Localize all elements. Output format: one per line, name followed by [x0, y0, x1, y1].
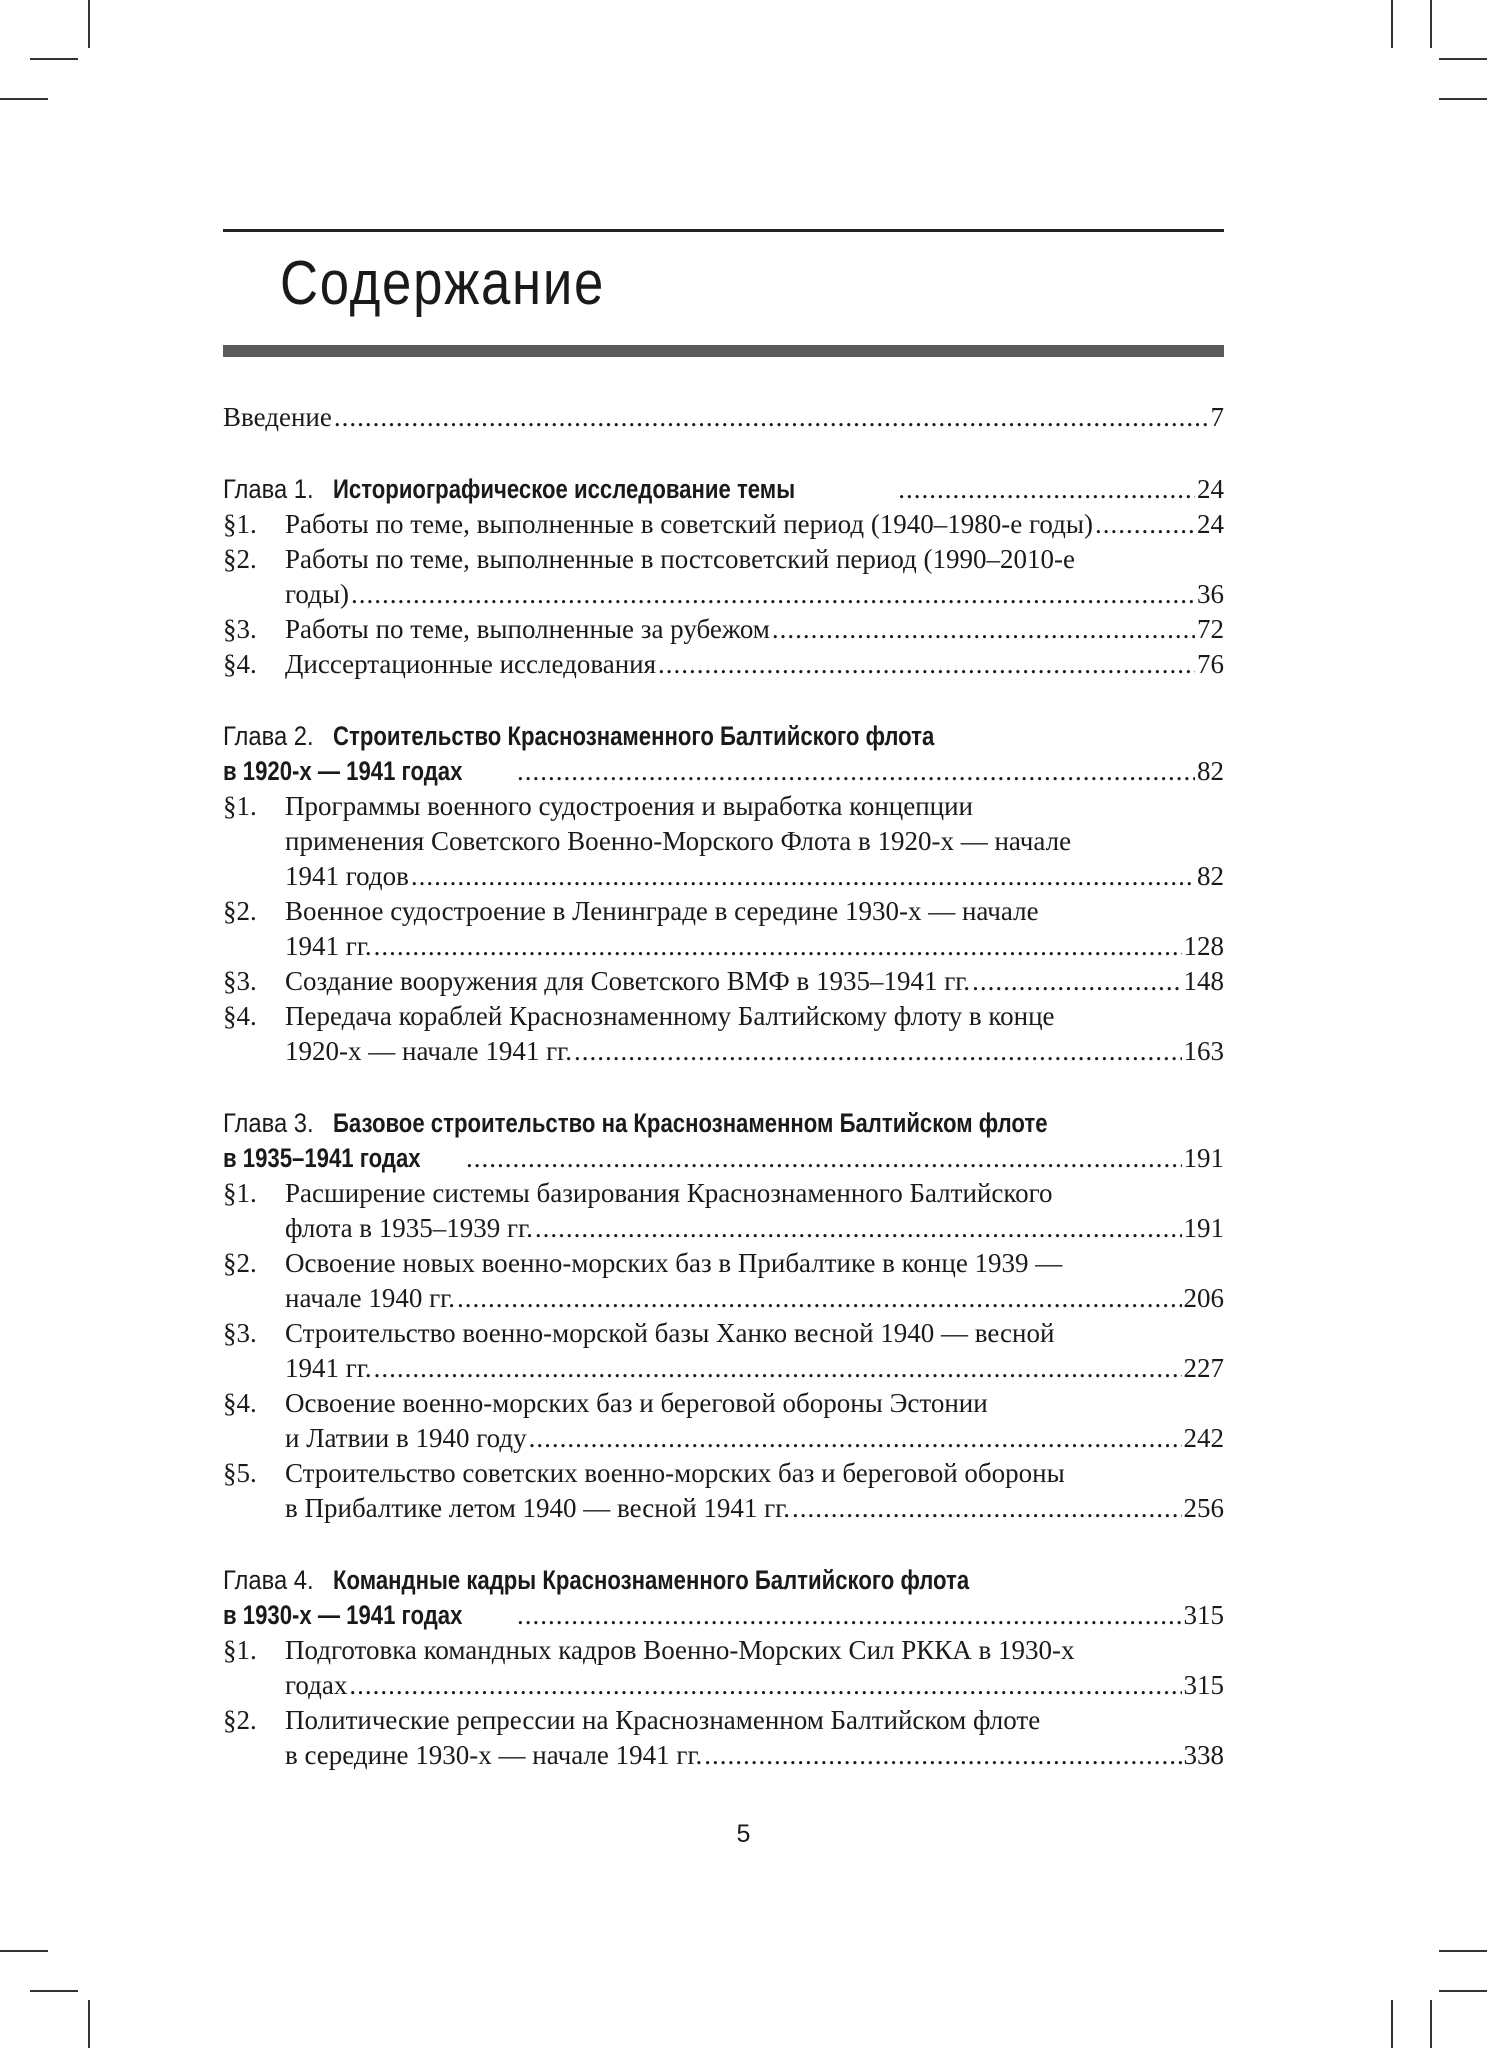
section-title-cont: в Прибалтике летом 1940 — весной 1941 гг.	[285, 1493, 791, 1523]
dot-leader	[349, 1668, 1181, 1703]
toc-entry-label: Введение	[223, 402, 332, 432]
crop-mark	[1439, 98, 1487, 100]
toc-section[interactable]	[223, 1456, 1224, 1491]
section-title: Строительство советских военно-морских баз и береговой обороны	[285, 1458, 1065, 1488]
section-number: §5.	[223, 1458, 257, 1488]
section-title-cont: и Латвии в 1940 году	[285, 1423, 527, 1453]
section-title: Политические репрессии на Краснознаменном Балтийском флоте	[285, 1705, 1041, 1735]
section-number: §1.	[223, 1178, 257, 1208]
dot-leader	[529, 1421, 1182, 1456]
section-title: Работы по теме, выполненные за рубежом	[285, 614, 770, 644]
toc-section-continuation[interactable]	[223, 824, 1224, 859]
crop-mark	[1391, 0, 1393, 48]
section-title: Расширение системы базирования Краснознаменного Балтийского	[285, 1178, 1053, 1208]
crop-mark	[0, 1950, 48, 1952]
section-title-cont: 1941 гг.	[285, 931, 372, 961]
toc-chapter-3[interactable]	[223, 1106, 1224, 1141]
toc-section[interactable]	[223, 1633, 1224, 1668]
dot-leader	[658, 647, 1195, 682]
chapter-label: Глава 3.	[223, 1108, 314, 1138]
section-number: §4.	[223, 1388, 257, 1418]
toc-page-number: 24	[1197, 474, 1224, 504]
toc-section[interactable]	[223, 507, 1224, 542]
section-title-cont: годы)	[285, 579, 349, 609]
section-number: §2.	[223, 1248, 257, 1278]
toc-page-number: 24	[1197, 509, 1224, 539]
crop-mark	[88, 2000, 90, 2048]
chapter-label: Глава 1.	[223, 474, 314, 504]
chapter-label: Глава 2.	[223, 721, 314, 751]
section-title-cont: начале 1940 гг.	[285, 1283, 455, 1313]
section-title: Подготовка командных кадров Военно-Морских Сил РККА в 1930-х	[285, 1635, 1075, 1665]
toc-page-number: 191	[1183, 1143, 1224, 1173]
page-number: 5	[736, 1820, 751, 1848]
crop-mark	[30, 1990, 78, 1992]
toc-section-continuation[interactable]	[223, 1668, 1224, 1703]
toc-page-number: 128	[1183, 931, 1224, 961]
crop-mark	[1430, 2000, 1432, 2048]
dot-leader	[972, 964, 1181, 999]
table-of-contents	[223, 400, 1224, 1773]
crop-mark	[0, 98, 48, 100]
toc-chapter-4-cont[interactable]	[223, 1598, 1224, 1633]
page-title: Содержание	[280, 249, 605, 318]
toc-page-number: 82	[1197, 861, 1224, 891]
crop-mark	[1430, 0, 1432, 48]
section-title-cont: годах	[285, 1670, 348, 1700]
toc-section-continuation[interactable]	[223, 859, 1224, 894]
chapter-title-cont: в 1935–1941 годах	[223, 1143, 421, 1173]
toc-section[interactable]	[223, 1246, 1224, 1281]
section-title: Освоение новых военно-морских баз в Прибалтике в конце 1939 —	[285, 1248, 1063, 1278]
toc-page-number: 82	[1197, 756, 1224, 786]
toc-page-number: 256	[1183, 1493, 1224, 1523]
section-title-cont: 1920-х — начале 1941 гг.	[285, 1036, 572, 1066]
section-number: §2.	[223, 1705, 257, 1735]
section-title: Передача кораблей Краснознаменному Балтийскому флоту в конце	[285, 1001, 1055, 1031]
section-number: §1.	[223, 1635, 257, 1665]
section-title: Строительство военно-морской базы Ханко весной 1940 — весной	[285, 1318, 1055, 1348]
toc-section-continuation[interactable]	[223, 1421, 1224, 1456]
chapter-title: Базовое строительство на Краснознаменном Балтийском флоте	[332, 1108, 1048, 1138]
toc-page-number: 242	[1183, 1423, 1224, 1453]
toc-section-continuation[interactable]	[223, 577, 1224, 612]
crop-mark	[30, 58, 78, 60]
crop-mark	[1391, 2000, 1393, 2048]
section-title: Военное судостроение в Ленинграде в середине 1930-х — начале	[285, 896, 1039, 926]
dot-leader	[351, 577, 1195, 612]
toc-section[interactable]	[223, 542, 1224, 577]
chapter-title: Командные кадры Краснознаменного Балтийского флота	[332, 1565, 969, 1595]
section-title-cont: 1941 гг.	[285, 1353, 372, 1383]
section-title: Работы по теме, выполненные в советский период (1940–1980-е годы)	[285, 509, 1094, 539]
dot-leader	[792, 1491, 1181, 1526]
section-title: Работы по теме, выполненные в постсоветский период (1990–2010-е	[285, 544, 1076, 574]
section-number: §3.	[223, 614, 257, 644]
toc-section[interactable]	[223, 612, 1224, 647]
chapter-title-cont: в 1930-х — 1941 годах	[223, 1600, 463, 1630]
section-title-cont: в середине 1930-х — начале 1941 гг.	[285, 1740, 703, 1770]
section-title: Создание вооружения для Советского ВМФ в 1935–1941 гг.	[285, 966, 971, 996]
toc-chapter-3-cont[interactable]	[223, 1141, 1224, 1176]
toc-chapter-2-cont[interactable]	[223, 754, 1224, 789]
dot-leader	[704, 1738, 1181, 1773]
toc-page-number: 72	[1197, 614, 1224, 644]
chapter-title-cont: в 1920-х — 1941 годах	[223, 756, 463, 786]
toc-section[interactable]	[223, 894, 1224, 929]
section-title-cont: применения Советского Военно-Морского Флота в 1920-х — начале	[285, 826, 1072, 856]
section-number: §3.	[223, 1318, 257, 1348]
toc-page-number: 163	[1183, 1036, 1224, 1066]
section-title: Освоение военно-морских баз и береговой обороны Эстонии	[285, 1388, 988, 1418]
toc-page-number: 7	[1210, 402, 1224, 432]
section-number: §1.	[223, 509, 257, 539]
crop-mark	[1439, 1990, 1487, 1992]
toc-section-continuation[interactable]	[223, 1281, 1224, 1316]
crop-mark	[88, 0, 90, 48]
section-title-cont: флота в 1935–1939 гг.	[285, 1213, 533, 1243]
dot-leader	[517, 754, 1195, 789]
toc-section-continuation[interactable]	[223, 1491, 1224, 1526]
toc-section[interactable]	[223, 1386, 1224, 1421]
section-title: Диссертационные исследования	[285, 649, 657, 679]
toc-section[interactable]	[223, 647, 1224, 682]
section-number: §2.	[223, 896, 257, 926]
section-number: §1.	[223, 791, 257, 821]
chapter-label: Глава 4.	[223, 1565, 314, 1595]
dot-leader	[411, 859, 1195, 894]
section-number: §3.	[223, 966, 257, 996]
dot-leader	[374, 929, 1182, 964]
toc-section[interactable]	[223, 1176, 1224, 1211]
crop-mark	[1439, 58, 1487, 60]
dot-leader	[374, 1351, 1182, 1386]
toc-page-number: 148	[1183, 966, 1224, 996]
toc-section-continuation[interactable]	[223, 1738, 1224, 1773]
dot-leader	[898, 472, 1195, 507]
toc-chapter-2[interactable]	[223, 719, 1224, 754]
dot-leader	[457, 1281, 1182, 1316]
toc-section-continuation[interactable]	[223, 929, 1224, 964]
chapter-title: Историографическое исследование темы	[332, 474, 795, 504]
heading-rule	[223, 345, 1224, 357]
section-number: §4.	[223, 649, 257, 679]
section-title-cont: 1941 годов	[285, 861, 409, 891]
toc-section-continuation[interactable]	[223, 1351, 1224, 1386]
toc-page-number: 338	[1183, 1740, 1224, 1770]
toc-page-number: 36	[1197, 579, 1224, 609]
section-number: §2.	[223, 544, 257, 574]
toc-entry-intro[interactable]	[223, 400, 1224, 435]
toc-chapter-1[interactable]	[223, 472, 1224, 507]
toc-page-number: 315	[1183, 1670, 1224, 1700]
dot-leader	[466, 1141, 1182, 1176]
toc-page-number: 191	[1183, 1213, 1224, 1243]
toc-section-continuation[interactable]	[223, 1034, 1224, 1069]
dot-leader	[772, 612, 1195, 647]
dot-leader	[1095, 507, 1195, 542]
toc-page-number: 76	[1197, 649, 1224, 679]
toc-section[interactable]	[223, 1316, 1224, 1351]
toc-chapter-4[interactable]	[223, 1563, 1224, 1598]
toc-section[interactable]	[223, 999, 1224, 1034]
dot-leader	[535, 1211, 1182, 1246]
chapter-title: Строительство Краснознаменного Балтийского флота	[332, 721, 935, 751]
section-number: §4.	[223, 1001, 257, 1031]
dot-leader	[574, 1034, 1182, 1069]
toc-page-number: 227	[1183, 1353, 1224, 1383]
top-rule	[223, 229, 1224, 232]
dot-leader	[517, 1598, 1182, 1633]
dot-leader	[334, 400, 1209, 435]
toc-section[interactable]	[223, 1703, 1224, 1738]
toc-section[interactable]	[223, 789, 1224, 824]
crop-mark	[1439, 1950, 1487, 1952]
section-title: Программы военного судостроения и выработка концепции	[285, 791, 973, 821]
toc-page-number: 315	[1183, 1600, 1224, 1630]
toc-section[interactable]	[223, 964, 1224, 999]
toc-section-continuation[interactable]	[223, 1211, 1224, 1246]
toc-page-number: 206	[1183, 1283, 1224, 1313]
